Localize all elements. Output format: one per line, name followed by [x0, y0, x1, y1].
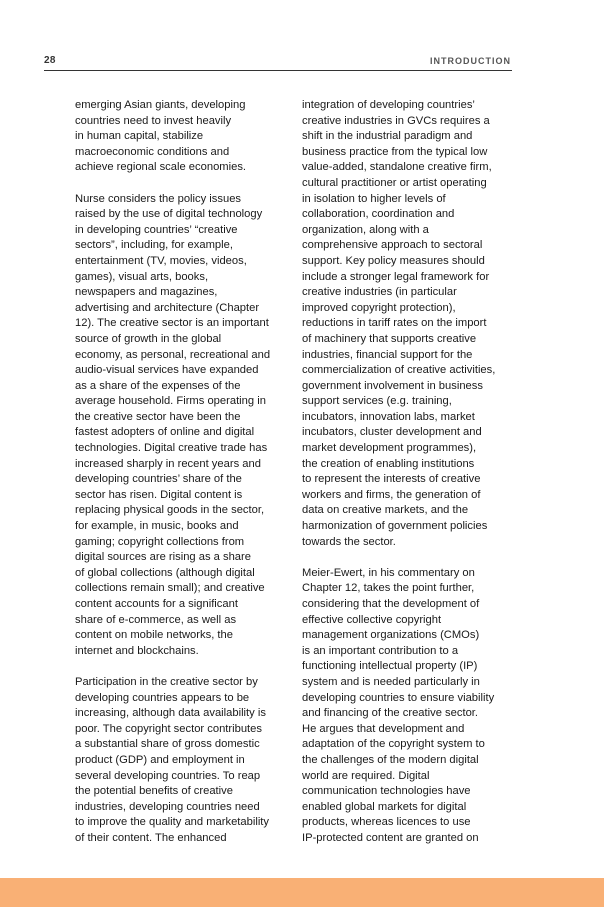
paragraph: Participation in the creative sector by developing countries appears to be increasing, although data availability is poor. The copyright sector contributes a substantial share of gross domestic product (GDP) and employment in several developing countries. To reap the potential benefits of creative industries, developing countries need to improve the quality and marketability of their content. The enhanced	[75, 675, 270, 844]
paragraph: integration of developing countries’ creative industries in GVCs requires a shift in the industrial paradigm and business practice from the typical low value-added, standalone creative firm, cultural practitioner or artist operating in isolation to higher levels of collaboration, coordination and organization, along with a comprehensive approach to sectoral support. Key policy measures should include a stronger legal framework for creative industries (in particular improved copyright protection), reductions in tariff rates on the import of machinery that supports creative industries, financial support for the commercialization of creative activities, government involvement in business support services (e.g. training, incubators, innovation labs, market incubators, cluster development and market development programmes), the creation of enabling institutions to represent the interests of creative workers and firms, the generation of data on creative markets, and the harmonization of government policies towards the sector.	[302, 99, 496, 548]
paragraph: Nurse considers the policy issues raised by the use of digital technology in developing countries’ “creative sectors”, including, for example, entertainment (TV, movies, videos, games), visual arts, books, newspapers and magazines, advertising and architecture (Chapter 12). The creative sector is an important source of growth in the global economy, as personal, recreational and audio-visual services have expanded as a share of the expenses of the average household. Firms operating in the creative sector have been the fastest adopters of online and digital technologies. Digital creative trade has increased sharply in recent years and developing countries’ share of the sector has risen. Digital content is replacing physical goods in the sector, for example, in music, books and gaming; copyright collections from digital sources are rising as a share of global collections (although digital collections remain small); and creative content accounts for a significant share of e-commerce, as well as content on mobile networks, the internet and blockchains.	[75, 192, 271, 657]
paragraph: emerging Asian giants, developing countries need to invest heavily in human capital, stabilize macroeconomic conditions and achieve regional scale economies.	[75, 99, 247, 174]
paragraph: Meier-Ewert, in his commentary on Chapter 12, takes the point further, considering that the development of effective collective copyright management organizations (CMOs) is an important contribution to a functioning intellectual property (IP) system and is needed particularly in developing countries to ensure viability and financing of the creative sector. He argues that development and adaptation of the copyright system to the challenges of the modern digital world are required. Digital communication technologies have enabled global markets for digital products, whereas licences to use IP-protected content are granted on	[302, 566, 495, 844]
right-column	[302, 98, 518, 862]
header-rule	[44, 70, 512, 71]
running-head: INTRODUCTION	[430, 56, 511, 66]
footer-band	[0, 878, 604, 907]
page-number: 28	[44, 55, 56, 66]
left-column	[75, 98, 291, 862]
